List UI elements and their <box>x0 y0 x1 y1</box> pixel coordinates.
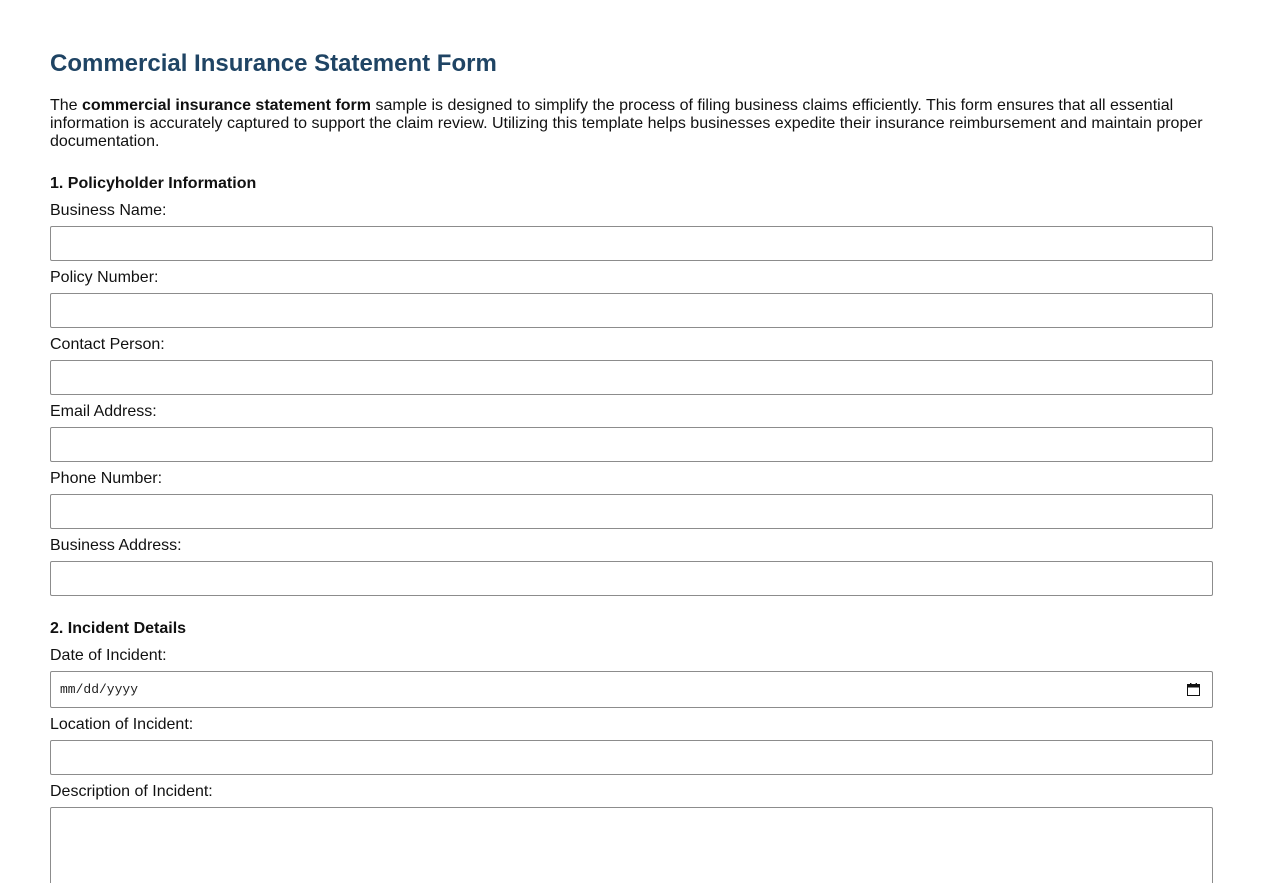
section-policyholder-title: 1. Policyholder Information <box>50 175 257 192</box>
intro-prefix: The <box>50 97 83 114</box>
incident-date-label: Date of Incident: <box>50 647 167 664</box>
incident-description-label: Description of Incident: <box>50 783 213 800</box>
date-placeholder: mm/dd/yyyy <box>60 682 139 697</box>
business-name-input[interactable] <box>50 226 1213 261</box>
phone-number-label: Phone Number: <box>50 470 163 487</box>
intro-paragraph <box>50 97 1213 151</box>
section-incident-title: 2. Incident Details <box>50 620 187 637</box>
incident-date-input[interactable] <box>50 671 1213 708</box>
intro-bold: commercial insurance statement form <box>82 97 372 114</box>
business-address-label: Business Address: <box>50 537 182 554</box>
contact-person-label: Contact Person: <box>50 336 165 353</box>
calendar-icon[interactable] <box>1187 683 1200 696</box>
policy-number-label: Policy Number: <box>50 269 159 286</box>
incident-location-label: Location of Incident: <box>50 716 194 733</box>
business-name-label: Business Name: <box>50 202 167 219</box>
phone-number-input[interactable] <box>50 494 1213 529</box>
incident-location-input[interactable] <box>50 740 1213 775</box>
incident-description-textarea[interactable] <box>50 807 1213 883</box>
email-address-label: Email Address: <box>50 403 157 420</box>
page-title: Commercial Insurance Statement Form <box>50 50 497 77</box>
policy-number-input[interactable] <box>50 293 1213 328</box>
email-address-input[interactable] <box>50 427 1213 462</box>
business-address-input[interactable] <box>50 561 1213 596</box>
contact-person-input[interactable] <box>50 360 1213 395</box>
intro-suffix: sample is designed to simplify the process of filing business claims efficiently. This form ensures that all essential information is accurately captured to support the claim review. Utilizing this template helps businesses expedite their insurance reimbursement and maintain proper documentation. <box>50 97 1203 150</box>
form-page <box>50 0 1213 883</box>
